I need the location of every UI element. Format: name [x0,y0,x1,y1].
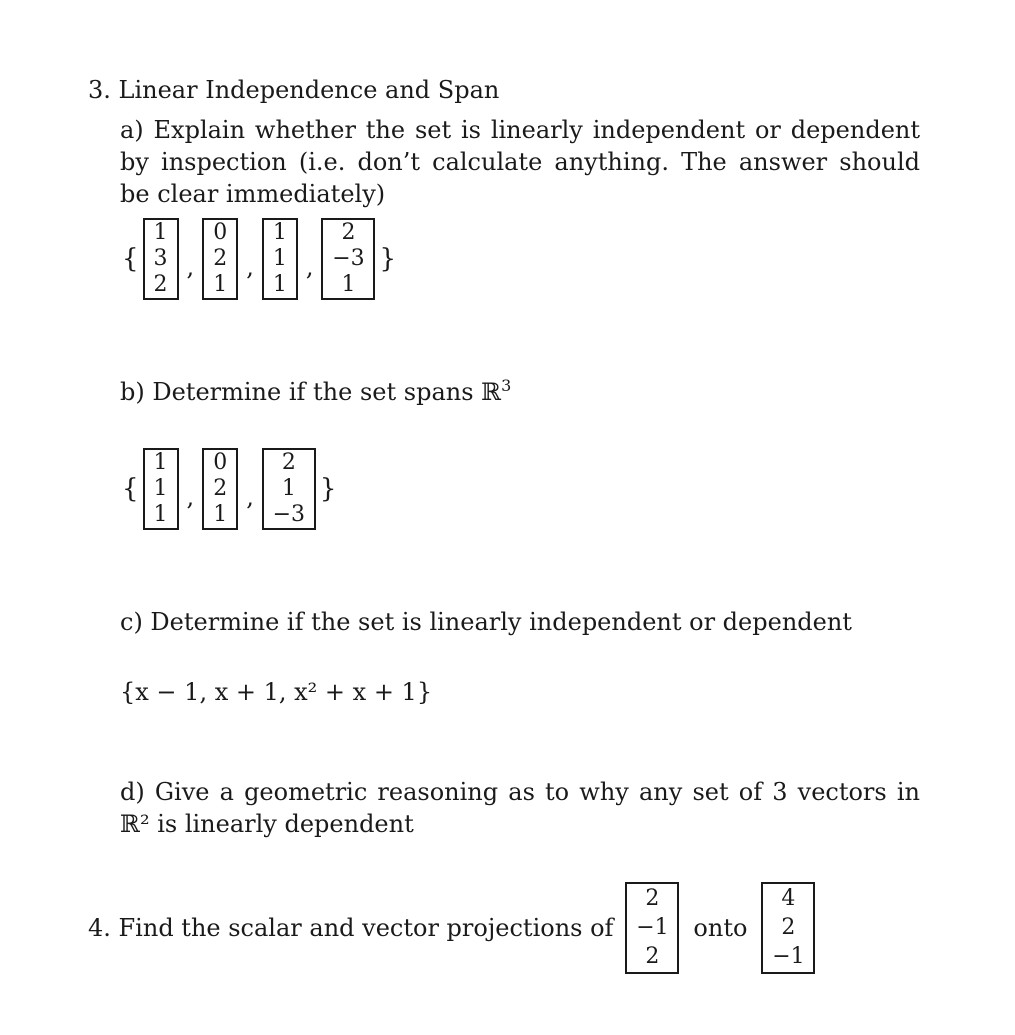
vector-a4: 2 −3 1 [321,218,375,300]
vector-v: 2 −1 2 [625,882,679,974]
question-4 [88,880,815,976]
vector-a1: 1 3 2 [143,218,179,300]
right-brace: } [379,244,397,274]
part-a-text: a) Explain whether the set is linearly independent or dependent by inspection (i.e. don’t calculate anything. The answer should be clear immediately) [120,116,920,208]
vector-u: 4 2 −1 [761,882,815,974]
question-4-text: 4. Find the scalar and vector projections of [88,914,614,942]
polynomial-set: {x − 1, x + 1, x² + x + 1} [120,678,433,706]
part-d-text: d) Give a geometric reasoning as to why any set of 3 vectors in ℝ² is linearly dependent [120,778,920,838]
right-brace: } [319,474,337,504]
vector-b2: 0 2 1 [202,448,238,530]
part-b-vector-set: { 1 1 1 , 0 2 1 , 2 1 −3 } [118,446,340,532]
part-a-vector-set: { 1 3 2 , 0 2 1 , 1 1 1 , 2 −3 1 } [118,216,400,302]
vector-b1: 1 1 1 [143,448,179,530]
onto-word: onto [693,914,748,942]
vector-a3: 1 1 1 [262,218,298,300]
vector-b3: 2 1 −3 [262,448,316,530]
left-brace: { [122,244,139,274]
vector-a2: 0 2 1 [202,218,238,300]
part-c-text: c) Determine if the set is linearly independent or dependent [120,608,852,636]
left-brace: { [122,474,139,504]
question-3-title: 3. Linear Independence and Span [88,76,500,104]
part-b-text: b) Determine if the set spans ℝ$^3$ [120,376,512,406]
